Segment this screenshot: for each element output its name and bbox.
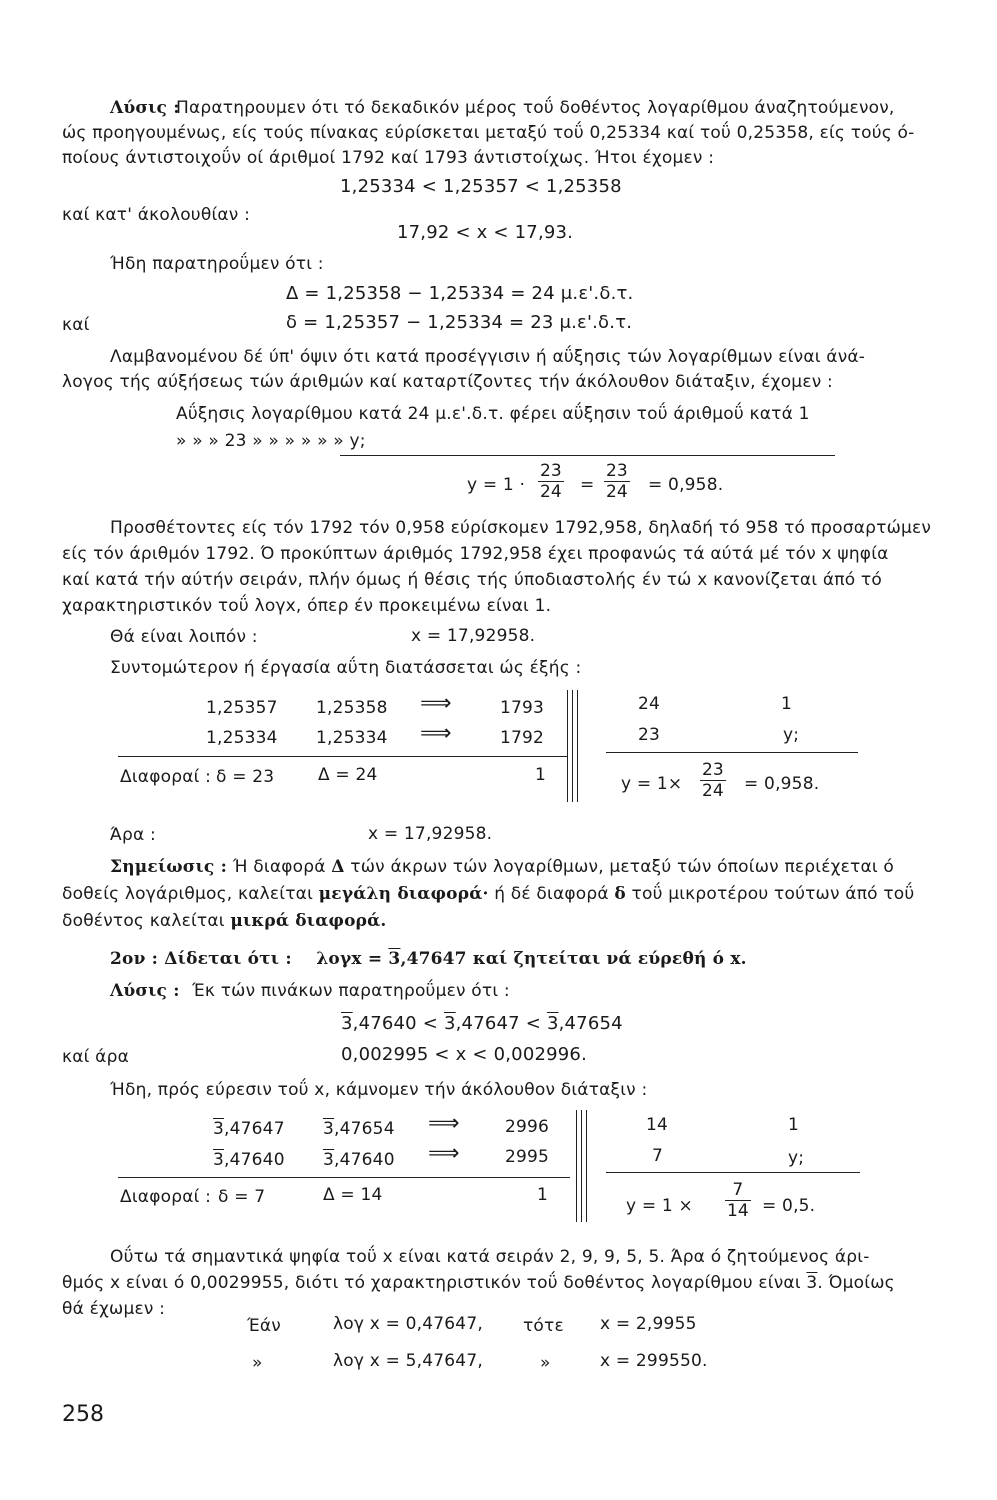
equation-part: ,47640 < [352, 1013, 444, 1034]
fraction [538, 461, 564, 502]
denominator: 24 [702, 781, 724, 801]
section-title-part: 3 [388, 949, 401, 969]
table-cell: 2995 [505, 1147, 550, 1167]
equation-part: = 0,958. [744, 774, 820, 794]
section-title-part: ,47647 καί ζητείται νά εύρεθή ό x. [400, 949, 747, 969]
text-line: λογος τής αύξήσεως τών άριθμών καί καταρτίζοντες τήν άκόλουθον διάταξιν, έχομεν : [62, 372, 833, 392]
equation: 17,92 < x < 17,93. [397, 222, 574, 243]
note-label: Σημείωσις : [110, 857, 228, 877]
section-title-part: 2ον : Δίδεται ότι : [110, 949, 292, 969]
note-line [62, 883, 914, 905]
text-line: Παρατηρουμεν ότι τό δεκαδικόν μέρος τοΰ δοθέντος λογαρίθμου άναζητούμενον, [176, 98, 895, 118]
table-cell-part: 3 [213, 1119, 225, 1139]
table-cell-part: 3 [323, 1119, 335, 1139]
note-text: δοθείς λογάριθμος, καλείται [62, 884, 314, 904]
note-line [110, 856, 894, 878]
note-text: τοΰ μικροτέρου τούτων άπό τοΰ [631, 884, 915, 904]
text-line [62, 1272, 895, 1294]
table-cell: y; [783, 725, 800, 745]
table-cell: 1 [788, 1115, 800, 1135]
table-cell: 1 [537, 1185, 549, 1205]
numerator: 23 [702, 760, 724, 780]
table-cell: 1793 [500, 698, 545, 718]
equation-part: y = 1 · [467, 475, 526, 495]
text-part: . Όμοίως [817, 1273, 895, 1293]
text-line: ώς προηγουμένως, είς τούς πίνακας εύρίσκεται μεταξύ τοΰ 0,25334 καί τοΰ 0,25358, είς τούς ό- [62, 123, 915, 143]
table-cell-part: 3 [213, 1150, 225, 1170]
equation-part: = [580, 475, 595, 495]
numerator: 23 [606, 461, 628, 481]
note-text: Ή διαφορά [232, 857, 326, 877]
fraction [604, 461, 630, 502]
equation: 0,002995 < x < 0,002996. [341, 1044, 587, 1065]
denominator: 24 [540, 482, 562, 502]
table-cell: 23 [638, 725, 661, 745]
text-line: καί [62, 315, 90, 335]
section-title-part: λογx = [316, 949, 389, 969]
table-cell: δ = 23 [216, 767, 275, 787]
text-line: θά έχωμεν : [62, 1299, 166, 1319]
table-cell: 1792 [500, 728, 545, 748]
divider [576, 1110, 577, 1222]
note-text: τών άκρων τών λογαρίθμων, μεταξύ τών όποίων περιέχεται ό [350, 857, 895, 877]
table-cell: 1 [535, 765, 547, 785]
text-line: ποίους άντιστοιχοΰν οί άριθμοί 1792 καί 1793 άντιστοίχως. Ήτοι έχομεν : [62, 148, 715, 168]
table-cell: λογ x = 0,47647, [333, 1314, 483, 1334]
equation-part: = 0,5. [762, 1196, 816, 1216]
divider [586, 1110, 587, 1222]
divider [118, 1177, 570, 1178]
equation-part: ,47654 [558, 1013, 623, 1034]
table-cell: » [540, 1353, 551, 1373]
equation-part: y = 1 × [626, 1196, 693, 1216]
text-line: καί άρα [62, 1047, 129, 1067]
equation-part: ,47647 < [455, 1013, 547, 1034]
divider [118, 756, 568, 757]
table-cell: 1 [781, 694, 793, 714]
divider [577, 690, 578, 802]
note-text: μεγάλη διαφορά· [318, 884, 489, 904]
table-cell-part: ,47640 [224, 1150, 285, 1170]
text-line: χαρακτηριστικόν τοΰ λογx, όπερ έν προκειμένω είναι 1. [62, 596, 552, 616]
equation: x = 17,92958. [411, 626, 536, 646]
equation-part: 3 [443, 1013, 456, 1034]
note-text: δ [614, 884, 626, 904]
text-line: Άρα : [110, 825, 156, 845]
table-cell-part: 3 [323, 1150, 335, 1170]
table-cell: 1,25357 [206, 698, 278, 718]
text-line: Λαμβανομένου δέ ύπ' όψιν ότι κατά προσέγγισιν ή αΰξησις τών λογαρίθμων είναι άνά- [110, 347, 866, 367]
table-cell: λογ x = 5,47647, [333, 1351, 483, 1371]
divider [581, 1110, 582, 1222]
lysis-label: Λύσις : [110, 981, 180, 1001]
table-cell: 14 [646, 1115, 669, 1135]
denominator: 24 [606, 482, 628, 502]
text-line: Προσθέτοντες είς τόν 1792 τόν 0,958 εύρίσκομεν 1792,958, δηλαδή τό 958 τό προσαρτώμεν [110, 518, 932, 538]
section-title [110, 948, 747, 970]
note-text: Δ [331, 857, 345, 877]
equation-part: = 0,958. [648, 475, 724, 495]
text-line: Ήδη παρατηροΰμεν ότι : [110, 254, 324, 274]
fraction [700, 760, 726, 801]
equation-part: 3 [546, 1013, 559, 1034]
denominator: 14 [727, 1201, 749, 1221]
text-line: Έκ τών πινάκων παρατηροΰμεν ότι : [192, 981, 510, 1001]
table-cell: 1,25358 [316, 698, 388, 718]
divider [572, 690, 573, 802]
table-cell: » [252, 1353, 263, 1373]
lysis-label: Λύσις : [110, 98, 180, 118]
table-cell-part: ,47654 [334, 1119, 395, 1139]
table-cell: 1,25334 [316, 728, 388, 748]
divider [606, 752, 858, 753]
text-line: Οΰτω τά σημαντικά ψηφία τοΰ x είναι κατά σειράν 2, 9, 9, 5, 5. Άρα ό ζητούμενος άρι- [110, 1247, 870, 1267]
implies-arrow-icon: ⟹ [420, 721, 452, 746]
divider [606, 1172, 860, 1173]
table-cell: 24 [638, 694, 661, 714]
table-cell: δ = 7 [218, 1187, 266, 1207]
text-line: Αΰξησις λογαρίθμου κατά 24 μ.ε'.δ.τ. φέρει αΰξησιν τοΰ άριθμοΰ κατά 1 [176, 404, 810, 424]
table-cell: x = 2,9955 [600, 1314, 697, 1334]
fraction [725, 1180, 751, 1221]
table-cell [323, 1118, 395, 1140]
equation: 1,25334 < 1,25357 < 1,25358 [340, 176, 622, 197]
table-cell [213, 1149, 285, 1171]
page-number: 258 [62, 1402, 104, 1427]
table-cell-part: ,47647 [224, 1119, 285, 1139]
table-cell: x = 299550. [600, 1351, 708, 1371]
note-text: μικρά διαφορά. [230, 911, 387, 931]
equation: x = 17,92958. [368, 824, 493, 844]
equation [341, 1013, 623, 1035]
table-cell: 1,25334 [206, 728, 278, 748]
implies-arrow-icon: ⟹ [428, 1111, 460, 1136]
implies-arrow-icon: ⟹ [420, 691, 452, 716]
numerator: 7 [725, 1180, 751, 1201]
table-cell: Δ = 14 [323, 1185, 383, 1205]
text-line: είς τόν άριθμόν 1792. Ό προκύπτων άριθμός 1792,958 έχει προφανώς τά αύτά μέ τόν x ψηφία [62, 544, 889, 564]
table-cell: Δ = 24 [318, 765, 378, 785]
equation-part: 3 [341, 1013, 353, 1034]
equation: δ = 1,25357 − 1,25334 = 23 μ.ε'.δ.τ. [286, 312, 633, 333]
text-line: Θά είναι λοιπόν : [110, 627, 258, 647]
text-line: Συντομώτερον ή έργασία αΰτη διατάσσεται ώς έξής : [110, 658, 582, 678]
table-cell: τότε [523, 1316, 564, 1336]
diff-label: Διαφοραί : [120, 767, 212, 787]
table-cell: y; [788, 1148, 805, 1168]
note-text: ή δέ διαφορά [494, 884, 609, 904]
text-part: θμός x είναι ό 0,0029955, διότι τό χαρακτηριστικόν τοΰ δοθέντος λογαρίθμου είναι [62, 1273, 801, 1293]
divider [340, 455, 835, 456]
equation: Δ = 1,25358 − 1,25334 = 24 μ.ε'.δ.τ. [286, 283, 634, 304]
implies-arrow-icon: ⟹ [428, 1141, 460, 1166]
text-part: 3 [806, 1273, 818, 1293]
table-cell: Έάν [247, 1316, 281, 1336]
diff-label: Διαφοραί : [120, 1187, 212, 1207]
note-text: δοθέντος καλείται [62, 911, 225, 931]
text-line: » » » 23 » » » » » » y; [176, 431, 366, 451]
note-line [62, 910, 387, 932]
divider [567, 690, 568, 802]
table-cell: 7 [652, 1146, 664, 1166]
equation-part: y = 1× [621, 774, 683, 794]
text-line: καί κατ' άκολουθίαν : [62, 205, 251, 225]
table-cell [213, 1118, 285, 1140]
text-line: Ήδη, πρός εύρεσιν τοΰ x, κάμνομεν τήν άκόλουθον διάταξιν : [110, 1080, 648, 1100]
numerator: 23 [540, 461, 562, 481]
table-cell [323, 1149, 395, 1171]
table-cell: 2996 [505, 1117, 550, 1137]
text-line: καί κατά τήν αύτήν σειράν, πλήν όμως ή θέσις τής ύποδιαστολής έν τώ x κανονίζεται άπό τό [62, 570, 882, 590]
table-cell-part: ,47640 [334, 1150, 395, 1170]
